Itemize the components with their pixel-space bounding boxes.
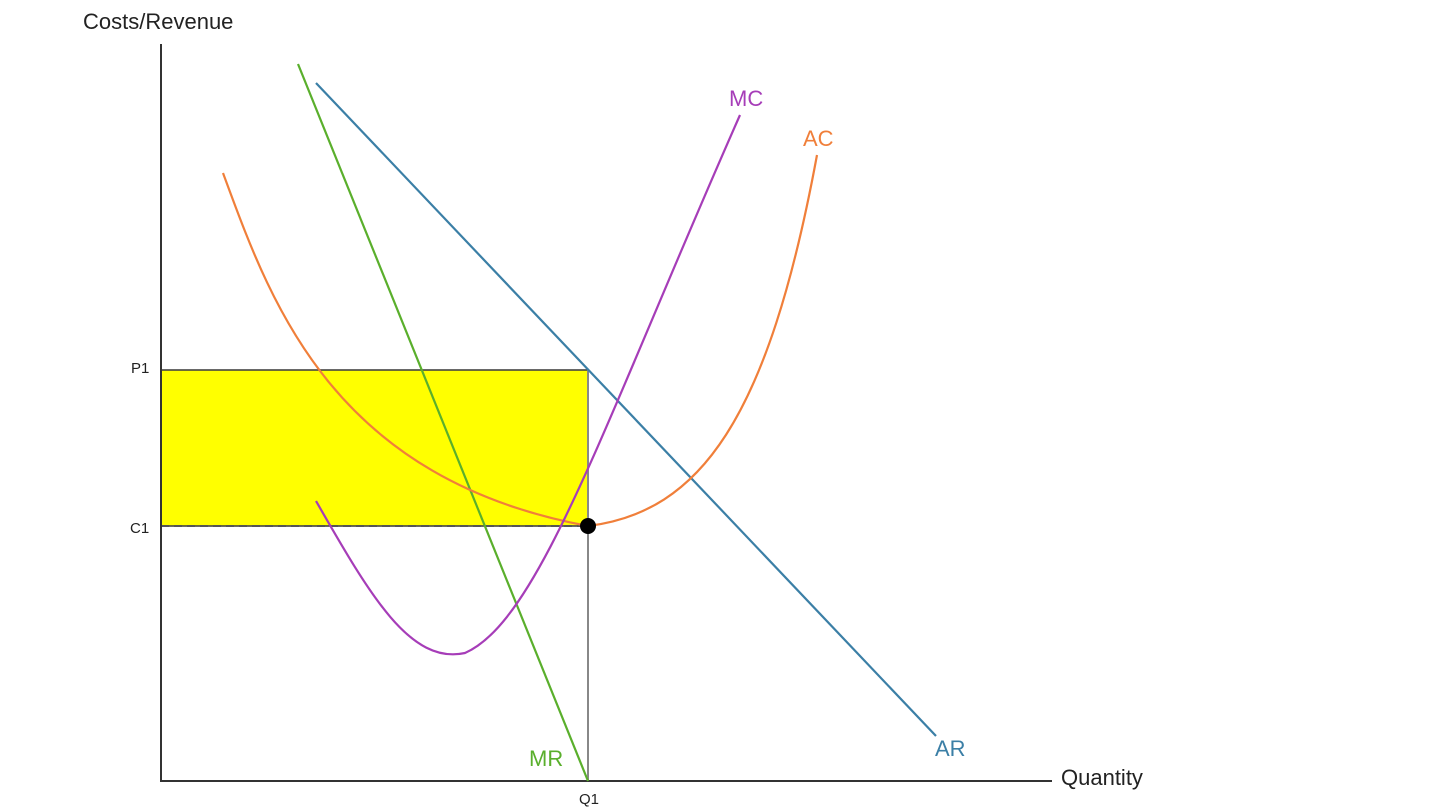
x-axis-title: Quantity bbox=[1061, 765, 1143, 790]
profit-area bbox=[161, 370, 588, 526]
mc-label: MC bbox=[729, 86, 764, 111]
c1-label: C1 bbox=[130, 520, 150, 537]
q1-label: Q1 bbox=[579, 791, 600, 808]
y-axis-title: Costs/Revenue bbox=[83, 9, 234, 34]
equilibrium-point bbox=[580, 518, 596, 534]
p1-label: P1 bbox=[131, 360, 150, 377]
mr-label: MR bbox=[529, 746, 564, 771]
ar-label: AR bbox=[935, 736, 966, 761]
ac-label: AC bbox=[803, 126, 834, 151]
